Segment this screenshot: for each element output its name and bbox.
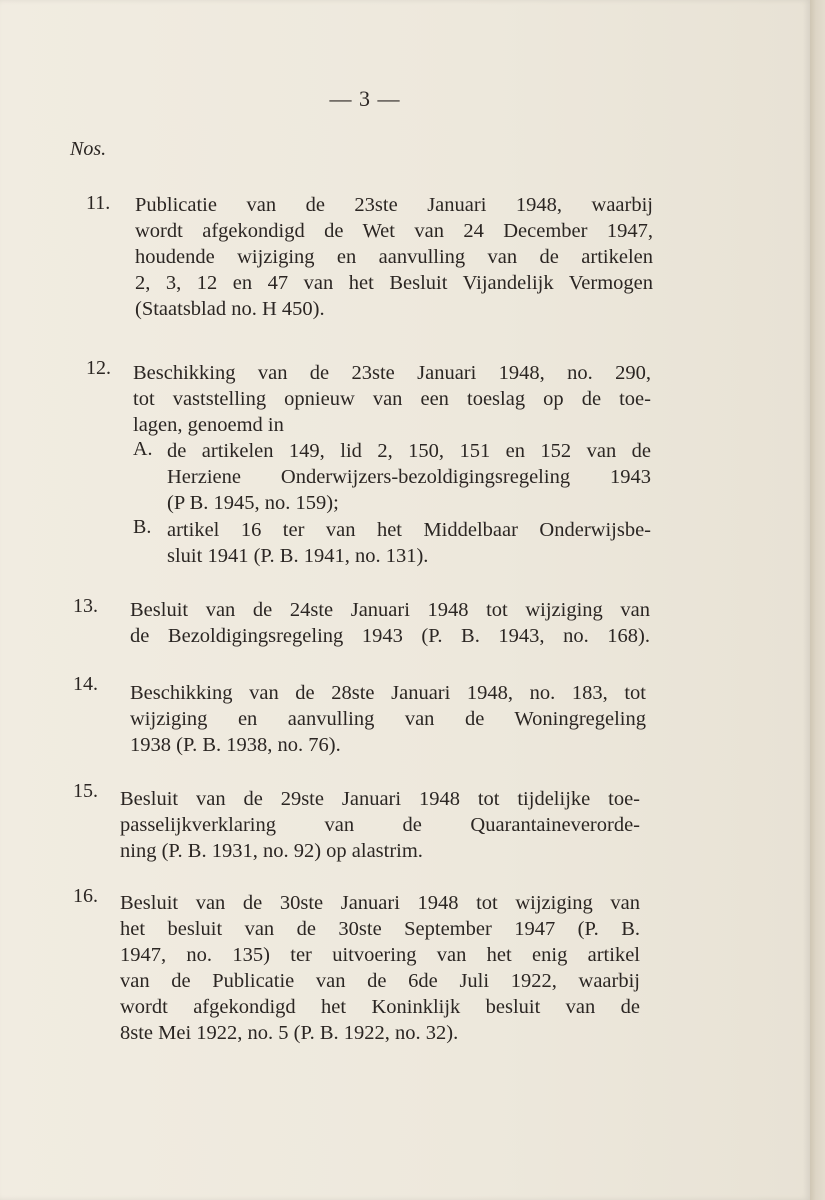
entry-line: houdende wijziging en aanvulling van de artikelen — [135, 246, 653, 268]
subitem-letter-a: A. — [133, 438, 153, 460]
entry-line: wordt afgekondigd de Wet van 24 December 1947, — [135, 220, 653, 242]
entry-line: (Staatsblad no. H 450). — [135, 298, 325, 320]
entry-line: van de Publicatie van de 6de Juli 1922, waarbij — [120, 970, 640, 992]
entry-line: ning (P. B. 1931, no. 92) op alastrim. — [120, 840, 423, 862]
entry-11-text — [135, 192, 653, 322]
entry-line: wijziging en aanvulling van de Woningregeling — [130, 708, 646, 730]
entry-line: de artikelen 149, lid 2, 150, 151 en 152 van de — [167, 440, 651, 462]
entry-line: wordt afgekondigd het Koninklijk besluit van de — [120, 996, 640, 1018]
entry-13-text — [130, 597, 650, 649]
entry-number-11: 11. — [86, 192, 111, 214]
subitem-b-text — [167, 517, 651, 569]
entry-line: 8ste Mei 1922, no. 5 (P. B. 1922, no. 32). — [120, 1022, 459, 1044]
entry-number-16: 16. — [73, 885, 98, 907]
entry-number-12: 12. — [86, 357, 111, 379]
entry-line: 1947, no. 135) ter uitvoering van het enig artikel — [120, 944, 640, 966]
entry-16-text — [120, 890, 640, 1046]
entry-line: sluit 1941 (P. B. 1941, no. 131). — [167, 545, 429, 567]
entry-14-text — [130, 680, 646, 758]
page-number: — 3 — — [329, 86, 401, 111]
subitem-letter-b: B. — [133, 516, 152, 538]
entry-line: Publicatie van de 23ste Januari 1948, waarbij — [135, 194, 653, 216]
entry-line: artikel 16 ter van het Middelbaar Onderwijsbe- — [167, 519, 651, 541]
subitem-a-text — [167, 438, 651, 516]
entry-line: het besluit van de 30ste September 1947 (P. B. — [120, 918, 640, 940]
entry-15-text — [120, 786, 640, 864]
entry-line: Besluit van de 24ste Januari 1948 tot wijziging van — [130, 599, 650, 621]
entry-line: 1938 (P. B. 1938, no. 76). — [130, 734, 341, 756]
entry-line: Besluit van de 29ste Januari 1948 tot tijdelijke toe- — [120, 788, 640, 810]
entry-line: Beschikking van de 23ste Januari 1948, no. 290, — [133, 362, 651, 384]
entry-line: Herziene Onderwijzers-bezoldigingsregeling 1943 — [167, 466, 651, 488]
entry-line: 2, 3, 12 en 47 van het Besluit Vijandelijk Vermogen — [135, 272, 653, 294]
entry-12-text — [133, 360, 651, 438]
entry-line: Beschikking van de 28ste Januari 1948, no. 183, tot — [130, 682, 646, 704]
entry-line: de Bezoldigingsregeling 1943 (P. B. 1943, no. 168). — [130, 625, 650, 647]
entry-number-15: 15. — [73, 780, 98, 802]
page-edge — [810, 0, 825, 1200]
entry-number-13: 13. — [73, 595, 98, 617]
entry-line: tot vaststelling opnieuw van een toeslag op de toe- — [133, 388, 651, 410]
column-label-nos: Nos. — [70, 138, 107, 160]
entry-line: lagen, genoemd in — [133, 414, 284, 436]
entry-line: passelijkverklaring van de Quarantaineverorde- — [120, 814, 640, 836]
entry-line: (P B. 1945, no. 159); — [167, 492, 339, 514]
entry-number-14: 14. — [73, 673, 98, 695]
entry-line: Besluit van de 30ste Januari 1948 tot wijziging van — [120, 892, 640, 914]
